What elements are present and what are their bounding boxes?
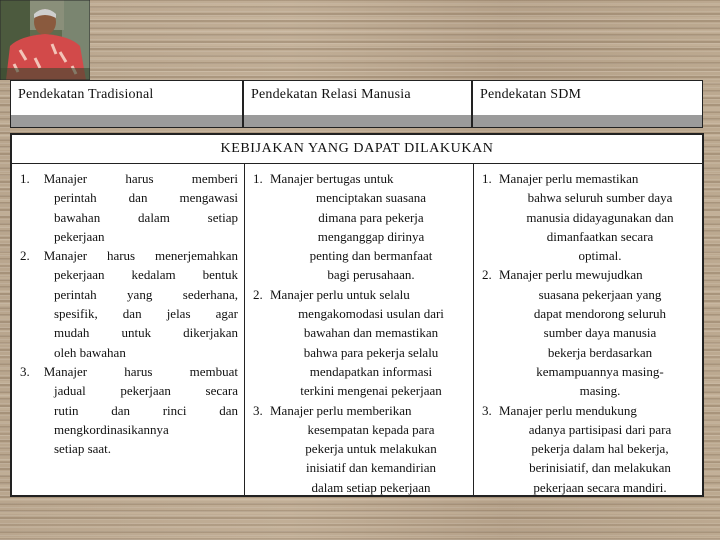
policy-item: [20, 169, 238, 246]
policy-item-first-line: [253, 285, 467, 304]
policy-column-traditional: [12, 164, 245, 496]
header-human-relations-approach: Pendekatan Relasi Manusia: [244, 81, 473, 127]
policy-item-line: bawahan dalam setiap: [54, 209, 238, 225]
policy-item-line: bawahan dan memastikan: [303, 325, 439, 341]
policy-item-line: pekerjaan: [54, 228, 105, 244]
policy-item-line: masing.: [579, 383, 621, 399]
policy-item-first-line: [20, 246, 238, 265]
policy-item-first-line: [482, 265, 696, 284]
policy-item-first-line: [20, 169, 238, 188]
policy-item-line: dimana para pekerja: [318, 209, 424, 225]
policy-item-first-line: [253, 169, 467, 188]
policy-item-line: suasana pekerjaan yang: [538, 286, 662, 302]
policy-item-text: Manajer perlu memberikan: [270, 402, 412, 418]
policy-item-number: 2.: [482, 267, 492, 283]
policy-item-line: oleh bawahan: [54, 344, 126, 360]
policy-item-text: Manajer harus membuat: [43, 363, 238, 379]
policy-item-line: mudah untuk dikerjakan: [54, 325, 238, 341]
policy-title: KEBIJAKAN YANG DAPAT DILAKUKAN: [12, 135, 702, 164]
policy-item: [482, 265, 696, 400]
policy-item: [482, 401, 696, 497]
policy-item-line: terkini mengenai pekerjaan: [300, 383, 442, 399]
header-traditional-approach: Pendekatan Tradisional: [11, 81, 244, 127]
policy-item-line: dalam setiap pekerjaan: [311, 479, 431, 495]
header-hr-approach: Pendekatan SDM: [473, 81, 702, 127]
policy-item-first-line: [253, 401, 467, 420]
policy-item-text: Manajer perlu memastikan: [499, 171, 639, 186]
policy-item-text: Manajer perlu untuk selalu: [270, 286, 410, 302]
policy-item-line: mengkordinasikannya: [54, 421, 169, 437]
policy-item-line: pekerja dalam hal bekerja,: [531, 441, 669, 457]
policy-item-line: setiap saat.: [54, 441, 112, 457]
policy-item-line: mengakomodasi usulan dari: [298, 306, 444, 322]
policy-item-first-line: [482, 169, 696, 188]
policy-column-human-relations: [245, 164, 474, 496]
policy-item-line: dapat mendorong seluruh: [533, 306, 667, 322]
policy-item-line: pekerjaan secara mandiri.: [533, 479, 667, 495]
policy-item-line: sumber daya manusia: [543, 325, 657, 341]
policy-item-text: Manajer harus memberi: [43, 171, 238, 186]
policy-item: [253, 169, 467, 285]
policy-item-text: Manajer perlu mendukung: [499, 402, 637, 418]
policy-item-number: 2.: [253, 286, 263, 302]
policy-item-text: Manajer harus menerjemahkan: [43, 248, 238, 264]
policy-item-text: Manajer perlu mewujudkan: [499, 267, 643, 283]
policy-item-line: dimanfaatkan secara: [546, 228, 654, 244]
policy-item-first-line: [20, 362, 238, 381]
policy-item-line: rutin dan rinci dan: [54, 402, 238, 418]
policy-item-line: menciptakan suasana: [315, 190, 427, 206]
policy-item-line: perintah yang sederhana,: [54, 286, 238, 302]
policy-item-line: manusia didayagunakan dan: [526, 209, 674, 225]
policy-item-line: berinisiatif, dan melakukan: [529, 460, 671, 476]
policy-item: [20, 362, 238, 458]
presenter-photo: [0, 0, 90, 80]
policy-item-line: mendapatkan informasi: [309, 363, 433, 379]
policy-item-line: pekerjaan kedalam bentuk: [54, 267, 238, 283]
policy-item: [253, 285, 467, 401]
policy-item-line: bekerja berdasarkan: [547, 344, 653, 360]
policy-item-line: bahwa seluruh sumber daya: [527, 190, 673, 206]
policy-item-number: 3.: [482, 402, 492, 418]
policy-item-line: pekerja untuk melakukan: [305, 441, 437, 457]
policy-column-hr: [474, 164, 702, 496]
policy-item-line: optimal.: [578, 248, 622, 264]
policy-item-line: adanya partisipasi dari para: [528, 421, 672, 437]
policy-item-line: bagi perusahaan.: [327, 267, 415, 283]
policy-item: [20, 246, 238, 362]
policy-item-number: 3.: [253, 402, 263, 418]
policy-item-line: inisiatif dan kemandirian: [306, 460, 436, 476]
policy-item-number: 3.: [20, 363, 30, 379]
policy-item-line: kesempatan kepada para: [307, 421, 435, 437]
policy-item: [253, 401, 467, 497]
policy-item-line: penting dan bermanfaat: [309, 248, 433, 264]
policy-item-text: Manajer bertugas untuk: [270, 171, 394, 186]
policy-item-line: jadual pekerjaan secara: [54, 383, 238, 399]
policy-item-number: 1.: [253, 171, 263, 186]
policy-item-line: bahwa para pekerja selalu: [303, 344, 439, 360]
policy-table: [10, 133, 704, 497]
policy-item-line: perintah dan mengawasi: [54, 190, 238, 206]
approach-header-row: [10, 80, 703, 128]
policy-item-number: 1.: [482, 171, 492, 186]
policy-item: [482, 169, 696, 265]
policy-item-number: 2.: [20, 248, 30, 264]
policy-item-line: menganggap dirinya: [317, 228, 425, 244]
policy-item-number: 1.: [20, 171, 30, 186]
policy-item-first-line: [482, 401, 696, 420]
policy-item-line: kemampuannya masing-: [536, 363, 664, 379]
policy-item-line: spesifik, dan jelas agar: [54, 306, 238, 322]
